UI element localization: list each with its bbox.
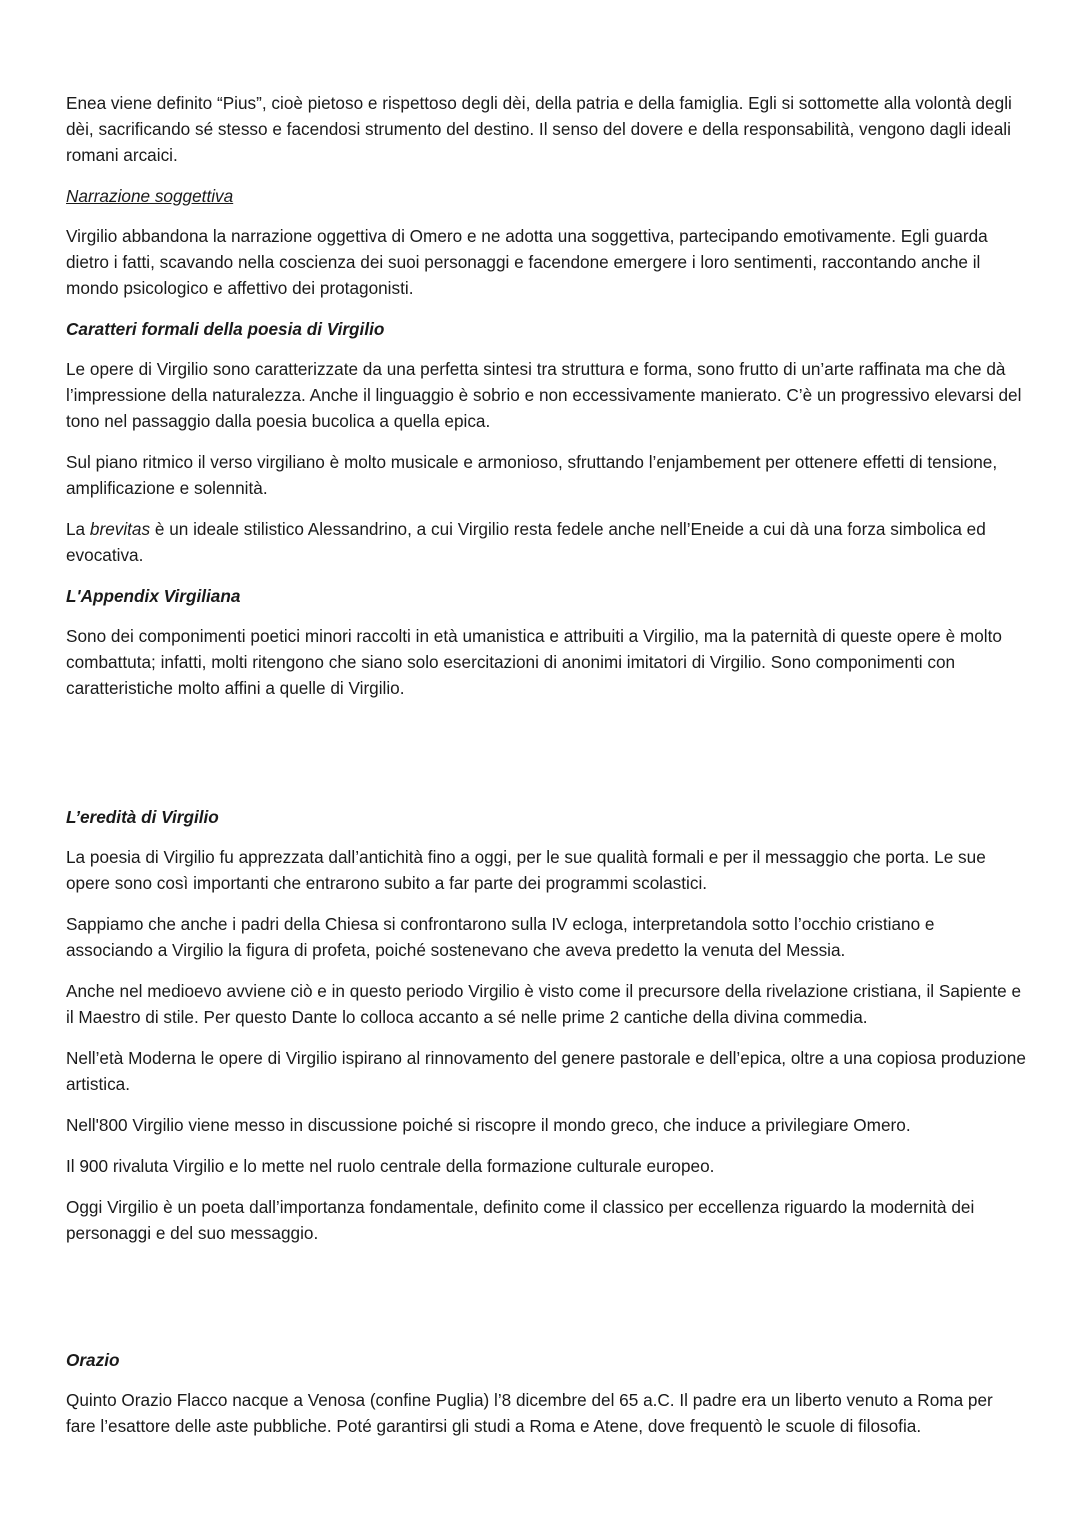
brevitas-term: brevitas (89, 519, 151, 539)
heading-eredita-virgilio: L’eredità di Virgilio (66, 807, 219, 827)
heading-orazio: Orazio (66, 1350, 120, 1370)
paragraph-appendix: Sono dei componimenti poetici minori raccolti in età umanistica e attribuiti a Virgilio, ma la paternità di queste opere è molto combattuta; infatti, molti ritengono che siano solo esercitazioni di anonimi imitatori di Virgilio. Sono componimenti con caratteristiche molto affini a quelle di Virgilio. (66, 626, 1002, 698)
text-before-brevitas: La (66, 519, 90, 539)
paragraph-eredita-5: Nell'800 Virgilio viene messo in discussione poiché si riscopre il mondo greco, che induce a privilegiare Omero. (66, 1115, 911, 1135)
paragraph-narrazione: Virgilio abbandona la narrazione oggettiva di Omero e ne adotta una soggettiva, partecipando emotivamente. Egli guarda dietro i fatti, scavando nella coscienza dei suoi personaggi e facendone emergere i loro sentimenti, raccontando anche il mondo psicologico e affettivo dei protagonisti. (66, 226, 988, 298)
paragraph-caratteri-1: Le opere di Virgilio sono caratterizzate da una perfetta sintesi tra struttura e forma, sono frutto di un’arte raffinata ma che dà l’impressione della naturalezza. Anche il linguaggio è sobrio e non eccessivamente manierato. C’è un progressivo elevarsi del tono nel passaggio dalla poesia bucolica a quella epica. (66, 359, 1022, 431)
paragraph-caratteri-3 (66, 516, 1026, 568)
paragraph-eredita-7: Oggi Virgilio è un poeta dall’importanza fondamentale, definito come il classico per eccellenza riguardo la modernità dei personaggi e del suo messaggio. (66, 1197, 975, 1243)
paragraph-pius: Enea viene definito “Pius”, cioè pietoso e rispettoso degli dèi, della patria e della famiglia. Egli si sottomette alla volontà degli dèi, sacrificando sé stesso e facendosi strumento del destino. Il senso del dovere e della responsabilità, vengono dagli ideali romani arcaici. (66, 93, 1012, 165)
paragraph-orazio: Quinto Orazio Flacco nacque a Venosa (confine Puglia) l’8 dicembre del 65 a.C. Il padre era un liberto venuto a Roma per fare l’esattore delle aste pubbliche. Poté garantirsi gli studi a Roma e Atene, dove frequentò le scuole di filosofia. (66, 1390, 993, 1436)
heading-caratteri-formali: Caratteri formali della poesia di Virgilio (66, 319, 385, 339)
document-page (66, 90, 1026, 1454)
heading-narrazione-soggettiva: Narrazione soggettiva (66, 186, 234, 206)
paragraph-eredita-1: La poesia di Virgilio fu apprezzata dall’antichità fino a oggi, per le sue qualità formali e per il messaggio che porta. Le sue opere sono così importanti che entrarono subito a far parte dei programmi scolastici. (66, 847, 986, 893)
paragraph-eredita-6: Il 900 rivaluta Virgilio e lo mette nel ruolo centrale della formazione culturale europeo. (66, 1156, 715, 1176)
paragraph-eredita-4: Nell’età Moderna le opere di Virgilio ispirano al rinnovamento del genere pastorale e dell’epica, oltre a una copiosa produzione artistica. (66, 1048, 1026, 1094)
heading-appendix-virgiliana: L'Appendix Virgiliana (66, 586, 241, 606)
paragraph-eredita-2: Sappiamo che anche i padri della Chiesa si confrontarono sulla IV ecloga, interpretandola sotto l’occhio cristiano e associando a Virgilio la figura di profeta, poiché sostenevano che aveva predetto la venuta del Messia. (66, 914, 935, 960)
spacer (66, 1261, 1026, 1347)
spacer (66, 716, 1026, 804)
text-after-brevitas: è un ideale stilistico Alessandrino, a cui Virgilio resta fedele anche nell’Eneide a cui dà una forza simbolica ed evocativa. (66, 519, 986, 565)
paragraph-eredita-3: Anche nel medioevo avviene ciò e in questo periodo Virgilio è visto come il precursore della rivelazione cristiana, il Sapiente e il Maestro di stile. Per questo Dante lo colloca accanto a sé nelle prime 2 cantiche della divina commedia. (66, 981, 1022, 1027)
paragraph-caratteri-2: Sul piano ritmico il verso virgiliano è molto musicale e armonioso, sfruttando l’enjambement per ottenere effetti di tensione, amplificazione e solennità. (66, 452, 998, 498)
